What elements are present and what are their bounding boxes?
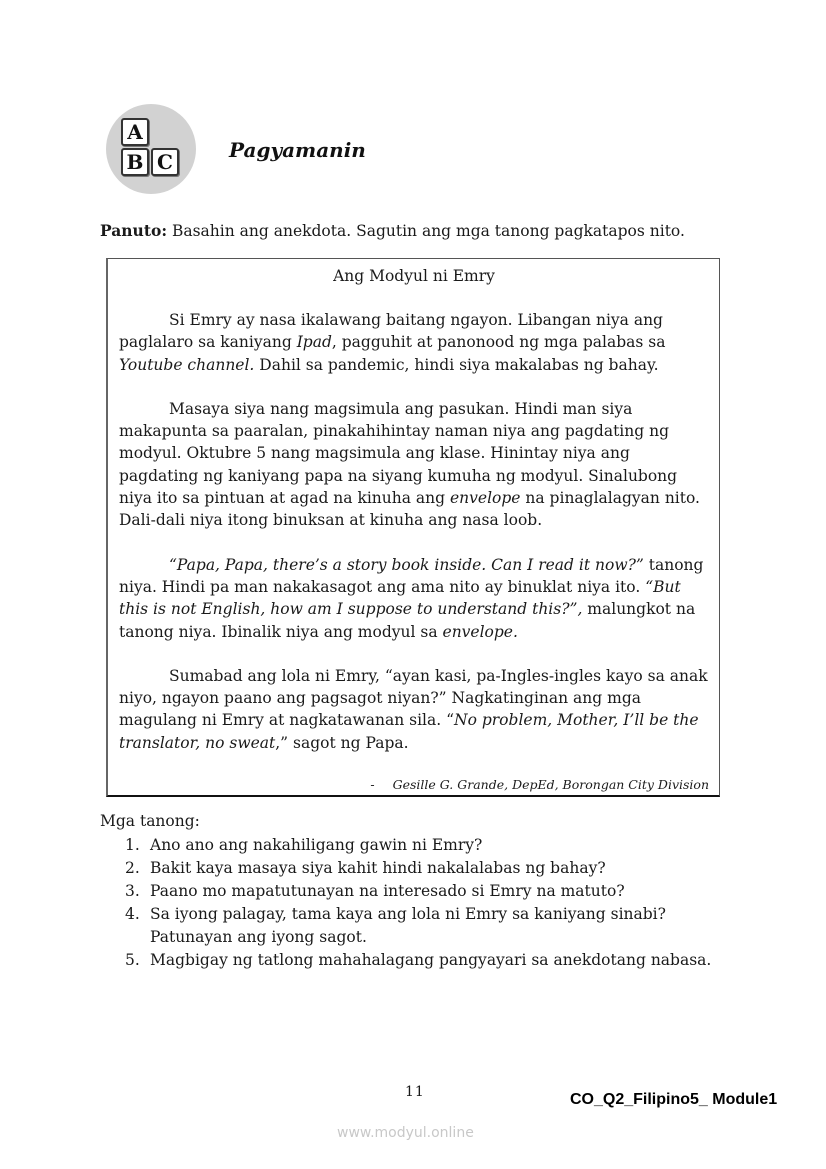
text-run: malungkot na tanong niya. Ibinalik niya ang modyul sa (119, 600, 696, 641)
italic-run: “Papa, Papa, there’s a story book inside. Can I read it now?” (169, 555, 644, 574)
question-number: 2. (125, 859, 140, 877)
story-title: Ang Modyul ni Emry (333, 267, 495, 285)
italic-run: Ipad (296, 333, 332, 352)
questions-label: Mga tanong: (100, 812, 200, 830)
text-run: Dahil sa pandemic, hindi siya makalabas ng bahay. (254, 355, 659, 374)
question-text: Paano mo mapatutunayan na interesado si Emry na matuto? (150, 882, 625, 900)
question-text: Magbigay ng tatlong mahahalagang pangyayari sa anekdotang nabasa. (150, 951, 712, 969)
story-paragraph (119, 665, 709, 754)
letter-block-c: C (151, 148, 179, 176)
italic-run: Youtube channel. (119, 355, 255, 374)
story-paragraph (119, 554, 709, 643)
instruction-label: Panuto: (100, 221, 168, 240)
text-run: , pagguhit at panonood ng mga palabas sa (331, 333, 666, 352)
page-number: 11 (405, 1084, 425, 1100)
question-item (125, 903, 725, 949)
question-item (125, 834, 725, 857)
text-run: Masaya siya nang magsimula ang pasukan. Hindi man siya makapunta sa paaralan, pinakahihintay naman niya ang pagdating ng modyul. Oktubre 5 nang magsimula ang klase. Hinintay niya ang pagdating ng kaniyang papa na siyang kumuha ng modyul. Sinalubong niya ito sa pintuan at agad na kinuha ang (119, 399, 678, 508)
text-run: na pinaglalagyan nito. Dali-dali niya itong binuksan at kinuha ang nasa loob. (119, 489, 700, 530)
question-item (125, 857, 725, 880)
question-number: 1. (125, 836, 140, 854)
story-attribution (370, 777, 709, 792)
italic-run: envelope. (442, 622, 518, 641)
text-run: tanong niya. Hindi pa man nakakasagot ang ama nito ay binuklat niya ito. (119, 555, 704, 596)
question-text: Sa iyong palagay, tama kaya ang lola ni Emry sa kaniyang sinabi? Patunayan ang iyong sagot. (150, 905, 666, 946)
story-paragraph (119, 309, 709, 376)
question-text: Bakit kaya masaya siya kahit hindi nakalalabas ng bahay? (150, 859, 606, 877)
section-title: Pagyamanin (229, 138, 366, 162)
watermark: www.modyul.online (337, 1125, 474, 1141)
italic-run: “But this is not English, how am I suppose to understand this?”, (119, 577, 681, 619)
question-item (125, 880, 725, 903)
letter-block-b: B (121, 148, 149, 176)
letter-block-a: A (121, 118, 149, 146)
abc-blocks-icon (106, 104, 196, 194)
question-text: Ano ano ang nakahiligang gawin ni Emry? (150, 836, 483, 854)
question-item (125, 949, 725, 972)
text-run: Sumabad ang lola ni Emry, “ayan kasi, pa-Ingles-ingles kayo sa anak niyo, ngayon paano ang pagsagot niyan?” Nagkatinginan ang mga magulang ni Emry at nagkatawanan sila. “ (119, 666, 708, 730)
text-run: Si Emry ay nasa ikalawang baitang ngayon. Libangan niya ang paglalaro sa kaniyang (119, 311, 663, 352)
question-number: 5. (125, 951, 140, 969)
instruction (100, 221, 685, 240)
attribution-dash: - (370, 777, 375, 792)
instruction-text: Basahin ang anekdota. Sagutin ang mga tanong pagkatapos nito. (167, 222, 685, 240)
story-box (106, 258, 720, 797)
module-code: CO_Q2_Filipino5_ Module1 (570, 1091, 778, 1108)
italic-run: No problem, Mother, I’ll be the translator, no sweat (119, 711, 699, 752)
italic-run: envelope (450, 489, 521, 508)
questions-list (125, 834, 725, 972)
story-paragraph (119, 398, 709, 532)
question-number: 4. (125, 905, 140, 923)
question-number: 3. (125, 882, 140, 900)
text-run: ,” sagot ng Papa. (275, 733, 409, 752)
attribution-text: Gesille G. Grande, DepEd, Borongan City Division (392, 777, 709, 792)
